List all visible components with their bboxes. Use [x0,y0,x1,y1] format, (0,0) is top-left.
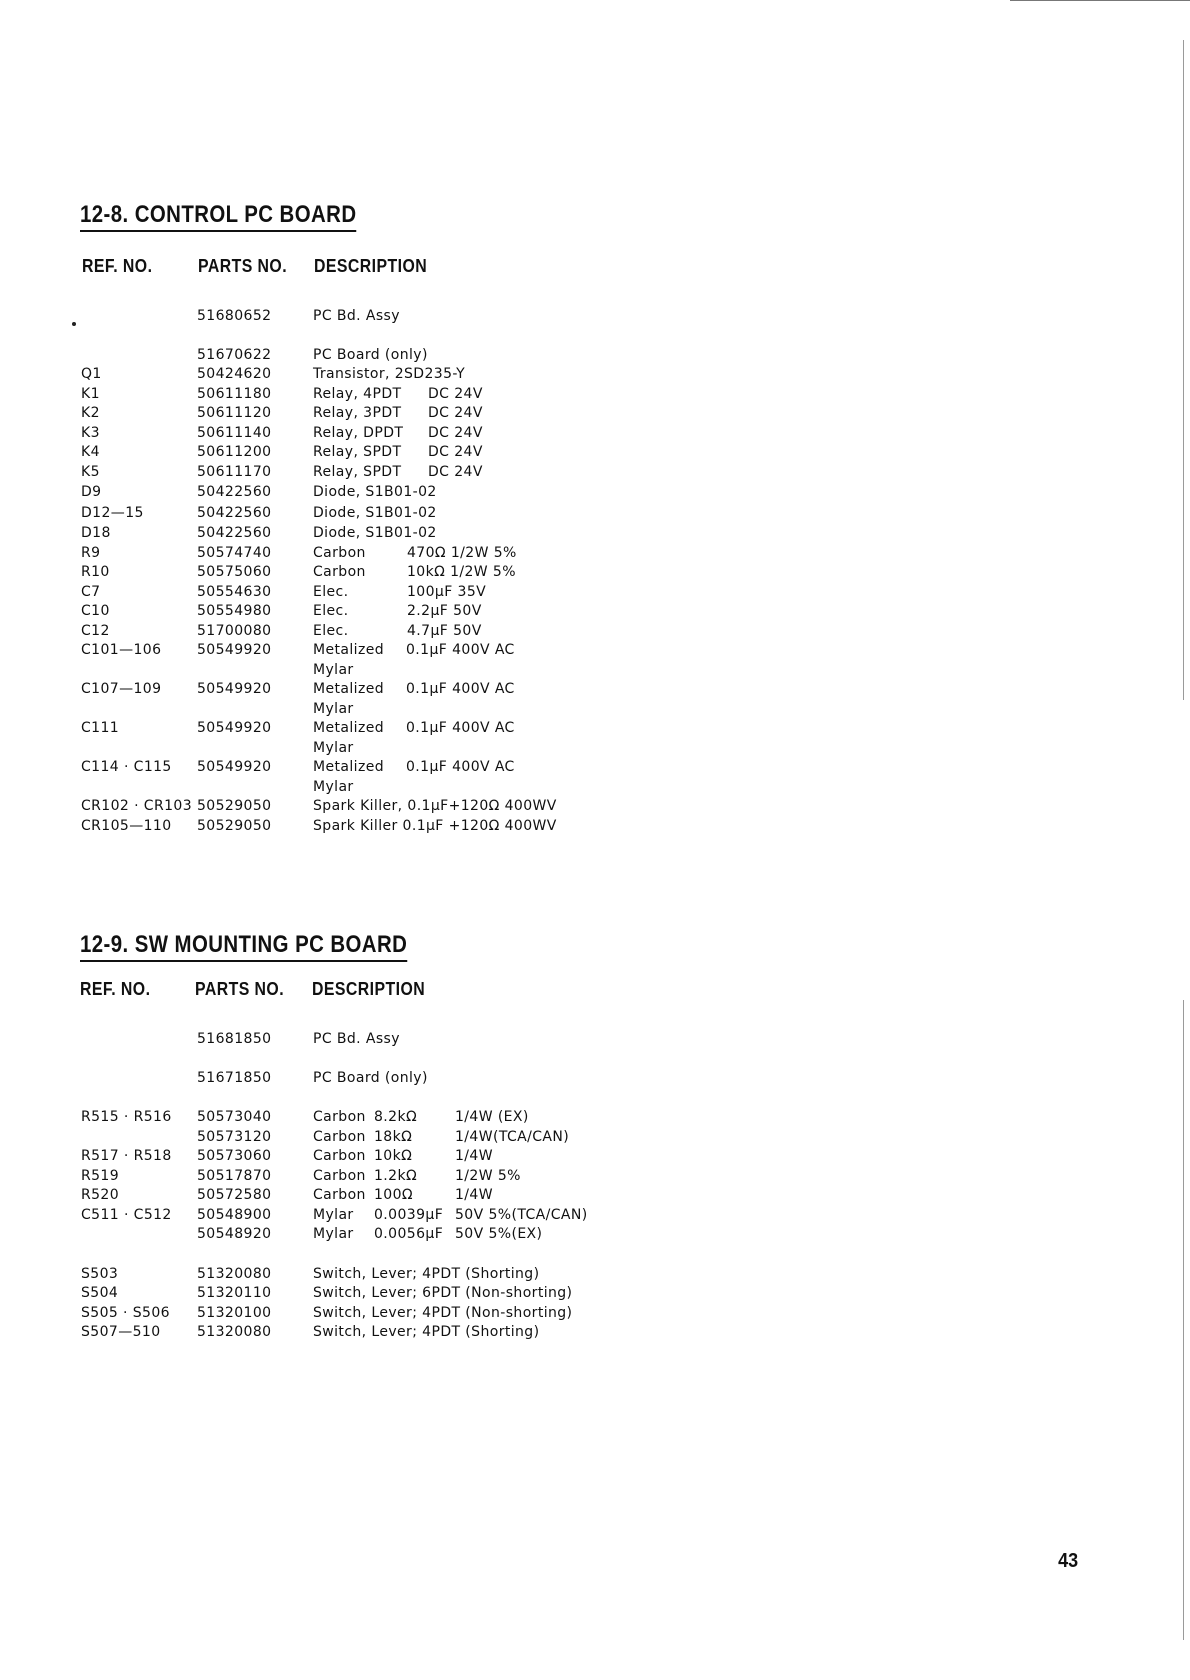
page-number: 43 [1058,1550,1079,1572]
table-row: K4 50611200 Relay, SPDT DC 24V [81,444,483,460]
table-row: R10 50575060 Carbon 10kΩ 1/2W 5% [81,564,516,580]
table-row: CR105—110 50529050 Spark Killer 0.1μF +120Ω 400WV [81,818,557,834]
table-row: C111 50549920 Metalized 0.1μF 400V AC [81,720,515,736]
table-row: D18 50422560 Diode, S1B01-02 [81,525,437,541]
table-row: 51670622 PC Board (only) [197,347,428,363]
control-col-desc: DESCRIPTION [314,256,428,276]
table-row: C7 50554630 Elec. 100μF 35V [81,584,487,600]
table-row: C101—106 50549920 Metalized 0.1μF 400V AC [81,642,515,658]
sw-col-parts: PARTS NO. [195,979,285,999]
sw-col-ref: REF. NO. [80,979,151,999]
sw-board-title: 12-9. SW MOUNTING PC BOARD [80,930,407,962]
table-row: D9 50422560 Diode, S1B01-02 [81,484,437,500]
table-row: D12—15 50422560 Diode, S1B01-02 [81,505,437,521]
scan-right-edge-lower [1183,1000,1184,1640]
control-board-title: 12-8. CONTROL PC BOARD [80,200,356,232]
table-row: C114 · C115 50549920 Metalized 0.1μF 400V AC [81,759,515,775]
table-row: 51680652 PC Bd. Assy [197,308,400,324]
table-row: K2 50611120 Relay, 3PDT DC 24V [81,405,483,421]
control-col-ref: REF. NO. [82,256,153,276]
table-row: S505 · S506 51320100 Switch, Lever; 4PDT (Non-shorting) [81,1305,573,1321]
table-row: R517 · R518 50573060 Carbon 10kΩ 1/4W [81,1148,493,1164]
table-row: Mylar [313,779,354,795]
table-row: Mylar [313,740,354,756]
table-row: Mylar [313,662,354,678]
control-col-parts: PARTS NO. [198,256,288,276]
table-row: S507—510 51320080 Switch, Lever; 4PDT (Shorting) [81,1324,540,1340]
table-row: S504 51320110 Switch, Lever; 6PDT (Non-shorting) [81,1285,573,1301]
table-row: CR102 · CR103 50529050 Spark Killer, 0.1μF+120Ω 400WV [81,798,557,814]
table-row: Q1 50424620 Transistor, 2SD235-Y [81,366,466,382]
table-row: R520 50572580 Carbon 100Ω 1/4W [81,1187,493,1203]
table-row: S503 51320080 Switch, Lever; 4PDT (Shorting) [81,1266,540,1282]
table-row: C10 50554980 Elec. 2.2μF 50V [81,603,482,619]
table-row: K1 50611180 Relay, 4PDT DC 24V [81,386,483,402]
sw-col-desc: DESCRIPTION [312,979,426,999]
table-row: C12 51700080 Elec. 4.7μF 50V [81,623,482,639]
table-row: Mylar [313,701,354,717]
table-row: R519 50517870 Carbon 1.2kΩ 1/2W 5% [81,1168,521,1184]
table-row: K3 50611140 Relay, DPDT DC 24V [81,425,483,441]
table-row: C511 · C512 50548900 Mylar 0.0039μF 50V 5%(TCA/CAN) [81,1207,588,1223]
scan-top-line [1010,0,1190,1]
table-row: K5 50611170 Relay, SPDT DC 24V [81,464,483,480]
table-row: C107—109 50549920 Metalized 0.1μF 400V AC [81,681,515,697]
table-row: 51671850 PC Board (only) [197,1070,428,1086]
table-row: R515 · R516 50573040 Carbon 8.2kΩ 1/4W (EX) [81,1109,529,1125]
table-row: R9 50574740 Carbon 470Ω 1/2W 5% [81,545,517,561]
table-row: 50573120 Carbon 18kΩ 1/4W(TCA/CAN) [197,1129,570,1145]
table-row: 50548920 Mylar 0.0056μF 50V 5%(EX) [197,1226,543,1242]
table-row: 51681850 PC Bd. Assy [197,1031,400,1047]
scan-right-edge [1183,40,1184,700]
